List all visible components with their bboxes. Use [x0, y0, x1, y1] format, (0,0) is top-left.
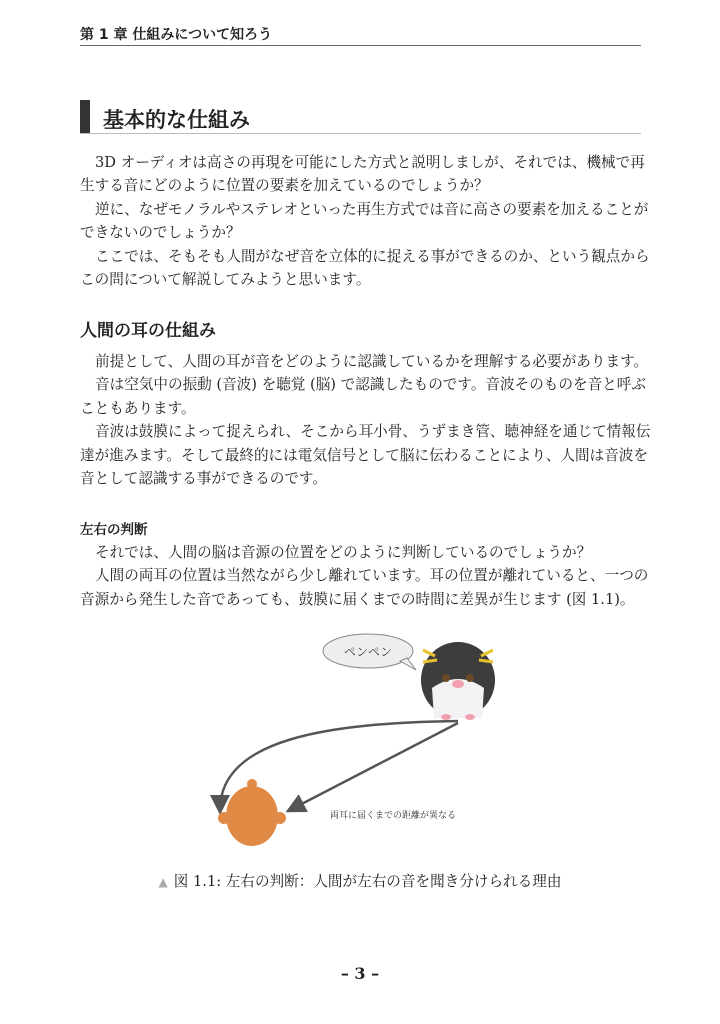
text-line: 生する音にどのように位置の要素を加えているのでしょうか？ [80, 177, 489, 195]
text-line: 音源から発生した音であっても、鼓膜に届くまでの時間に差異が生じます (図 1.1)。 [80, 590, 635, 608]
section-marker [80, 100, 90, 133]
text-line: 前提として、人間の耳が音をどのように認識しているかを理解する必要があります。 [95, 353, 649, 370]
subsection-paragraphs [80, 541, 649, 611]
text-line: できないのでしょうか？ [80, 224, 241, 242]
figure-caption [0, 870, 720, 891]
arrow-near-ear [290, 723, 458, 810]
page-number: – 3 – [340, 964, 380, 983]
triangle-icon: ▲ [158, 875, 168, 889]
section-paragraphs [80, 151, 650, 291]
text-line: 3D オーディオは高さの再現を可能にした方式と説明しましが、それでは、機械で再 [95, 154, 645, 171]
caption-text: 図 1.1: 左右の判断：人間が左右の音を聞き分けられる理由 [173, 873, 562, 890]
head-icon [218, 779, 286, 846]
speech-bubble [323, 634, 416, 670]
subsection-paragraphs [80, 350, 651, 490]
text-line: ここでは、そもそも人間がなぜ音を立体的に捉える事ができるのか、という観点から [95, 247, 650, 265]
header-divider [80, 45, 641, 46]
text-line: 音波は鼓膜によって捉えられ、そこから耳小骨、うずまき管、聴神経を通じて情報伝 [95, 423, 651, 441]
figure-illustration [210, 628, 510, 858]
bubble-text: ペンペン [343, 645, 393, 659]
text-line: 音は空気中の振動 (音波) を聴覚 (脳) で認識したものです。音波そのものを音と呼ぶ [95, 376, 646, 394]
figure-label: 両耳に届くまでの距離が異なる [330, 811, 457, 821]
text-line: 人間の両耳の位置は当然ながら少し離れています。耳の位置が離れていると、一つの [95, 567, 649, 585]
text-line: こともあります。 [80, 399, 196, 417]
text-line: 逆に、なぜモノラルやステレオといった再生方式では音に高さの要素を加えることが [95, 200, 649, 218]
text-line: この問について解説してみようと思います。 [80, 271, 371, 289]
text-line: それでは、人間の脳は音源の位置をどのように判断しているのでしょうか？ [95, 544, 592, 561]
text-line: 達が進みます。そして最終的には電気信号として脳に伝わることにより、人間は音波を [80, 446, 648, 464]
subsection-title: 人間の耳の仕組み [80, 321, 216, 341]
text-line: 音として認識する事ができるのです。 [80, 470, 327, 488]
subsubsection-title: 左右の判断 [80, 522, 148, 538]
section-divider [80, 133, 641, 134]
penguin-icon [421, 642, 495, 720]
section-title: 基本的な仕組み [103, 108, 250, 132]
chapter-header: 第 1 章 仕組みについて知ろう [80, 27, 273, 43]
